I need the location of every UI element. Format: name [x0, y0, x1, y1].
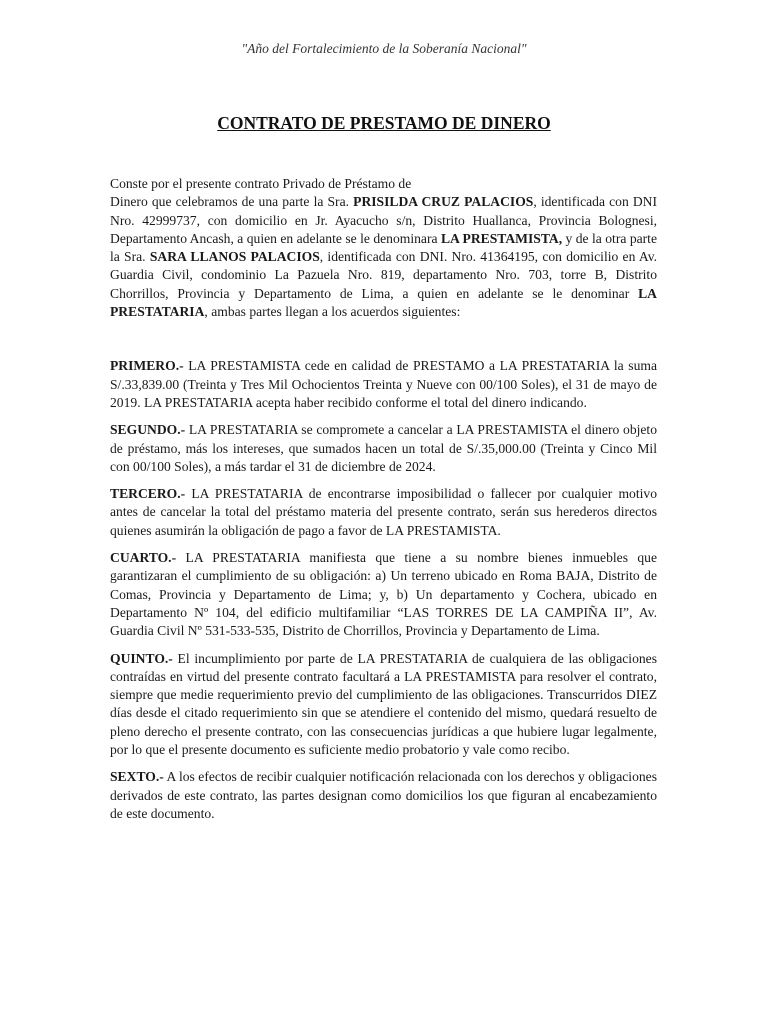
- clause-label: TERCERO.-: [110, 486, 186, 502]
- clause-text: LA PRESTATARIA se compromete a cancelar a LA PRESTAMISTA el dinero objeto de préstamo, más los intereses, que sumados hacen un total de S/.35,000.00 (Treinta y Cinco Mil con 00/100 Soles), a más tardar el 31 de diciembre de 2024.: [110, 422, 657, 474]
- clause-label: SEXTO.-: [110, 769, 164, 785]
- intro-text: , ambas partes llegan a los acuerdos siguientes:: [204, 304, 461, 320]
- clause-text: LA PRESTAMISTA cede en calidad de PRESTAMO a LA PRESTATARIA la suma S/.33,839.00 (Treinta y Tres Mil Ochocientos Treinta y Nueve con 00/100 Soles), el 31 de mayo de 2019. LA PRESTATARIA acepta haber recibido conforme el total del dinero indicando.: [110, 358, 657, 410]
- intro-text: , identificada con DNI Nro. 42999737, con domicilio en Jr. Ayacucho s/n, Distrito Huallanca, Provincia Bolognesi, Departamento Ancash, a quien en adelante se le denominara: [110, 194, 658, 246]
- clause-quinto: [110, 650, 657, 760]
- intro-text: Dinero que celebramos de una parte la Sra.: [110, 194, 350, 210]
- clause-sexto: [110, 768, 657, 823]
- document-body: [110, 175, 657, 832]
- clause-label: CUARTO.-: [110, 550, 177, 566]
- clause-segundo: [110, 421, 657, 476]
- intro-text: , identificada con DNI. Nro. 41364195, con domicilio en Av. Guardia Civil, condominio La Pazuela Nro. 819, departamento Nro. 703, torre B, Distrito Chorrillos, Provincia y Departamento de Lima, a quien en adelante se le denominar: [110, 249, 658, 301]
- lender-name: PRISILDA CRUZ PALACIOS: [353, 194, 534, 210]
- borrower-name: SARA LLANOS PALACIOS: [149, 249, 320, 265]
- clause-text: LA PRESTATARIA de encontrarse imposibilidad o fallecer por cualquier motivo antes de cancelar la total del préstamo materia del presente contrato, serán sus herederos directos quienes asumirán la obligación de pago a favor de LA PRESTAMISTA.: [110, 486, 657, 538]
- document-title: CONTRATO DE PRESTAMO DE DINERO: [217, 113, 551, 133]
- clause-text: A los efectos de recibir cualquier notificación relacionada con los derechos y obligaciones derivados de este contrato, las partes designan como domicilios los que figuran al encabezamiento de este documento.: [110, 769, 657, 821]
- intro-text: y de la otra parte la Sra.: [110, 230, 657, 265]
- clause-label: SEGUNDO.-: [110, 422, 186, 438]
- clause-primero: [110, 357, 657, 412]
- clause-label: QUINTO.-: [110, 650, 173, 666]
- clause-text: LA PRESTATARIA manifiesta que tiene a su nombre bienes inmuebles que garantizaran el cumplimiento de su obligación: a) Un terreno ubicado en Roma BAJA, Distrito de Comas, Provincia y Departamento de Lima; y, b) Un departamento y Cochera, ubicado en Departamento Nº 104, del edificio multifamiliar “LAS TORRES DE LA CAMPIÑA II”, Av. Guardia Civil Nº 531-533-535, Distrito de Chorrillos, Provincia y Departamento de Lima.: [110, 550, 657, 639]
- intro-line-1: Conste por el presente contrato Privado de Préstamo de: [110, 176, 412, 191]
- clause-tercero: [110, 485, 657, 540]
- lender-role: LA PRESTAMISTA,: [440, 230, 563, 246]
- header-motto: "Año del Fortalecimiento de la Soberanía Nacional": [241, 41, 527, 56]
- clause-label: PRIMERO.-: [110, 358, 184, 374]
- borrower-role: LA PRESTATARIA: [110, 285, 657, 320]
- clause-text: El incumplimiento por parte de LA PRESTATARIA de cualquiera de las obligaciones contraídas en virtud del presente contrato facultará a LA PRESTAMISTA para resolver el contrato, siempre que medie requerimiento previo del cumplimiento de las obligaciones. Transcurridos DIEZ días desde el citado requerimiento sin que se atendiere el contenido del mismo, quedará resuelto de pleno derecho el presente contrato, con las consecuencias jurídicas a que hubiere lugar legalmente, por lo que el presente documento es suficiente medio probatorio y vale como recibo.: [110, 650, 657, 758]
- clause-cuarto: [110, 549, 657, 640]
- intro-paragraph: [110, 193, 657, 321]
